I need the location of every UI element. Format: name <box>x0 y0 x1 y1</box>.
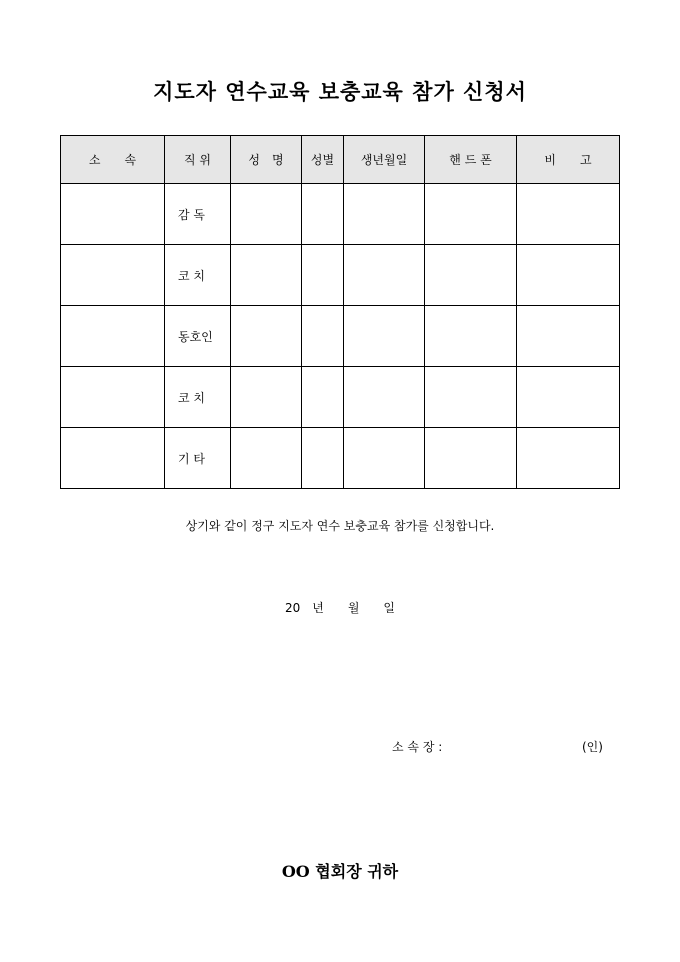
name-cell[interactable] <box>231 245 302 306</box>
affiliation-cell[interactable] <box>61 306 165 367</box>
phone-cell[interactable] <box>425 245 517 306</box>
header-affiliation: 소 속 <box>61 136 165 184</box>
remarks-cell[interactable] <box>517 428 620 489</box>
phone-cell[interactable] <box>425 306 517 367</box>
document-title: 지도자 연수교육 보충교육 참가 신청서 <box>153 79 527 104</box>
birthdate-cell[interactable] <box>344 306 425 367</box>
application-statement: 상기와 같이 정구 지도자 연수 보충교육 참가를 신청합니다. <box>185 519 495 533</box>
table-row <box>61 428 620 489</box>
header-remarks: 비 고 <box>517 136 620 184</box>
phone-cell[interactable] <box>425 428 517 489</box>
gender-cell[interactable] <box>302 306 344 367</box>
header-gender: 성별 <box>302 136 344 184</box>
header-position: 직 위 <box>165 136 231 184</box>
gender-cell[interactable] <box>302 245 344 306</box>
seal-mark: (인) <box>582 740 603 754</box>
name-cell[interactable] <box>231 428 302 489</box>
name-cell[interactable] <box>231 184 302 245</box>
position-cell: 감 독 <box>165 184 231 245</box>
position-cell: 코 치 <box>165 367 231 428</box>
gender-cell[interactable] <box>302 428 344 489</box>
affiliation-cell[interactable] <box>61 367 165 428</box>
remarks-cell[interactable] <box>517 367 620 428</box>
table-row <box>61 367 620 428</box>
phone-cell[interactable] <box>425 184 517 245</box>
table-row <box>61 184 620 245</box>
table-header-row <box>61 136 620 184</box>
affiliation-cell[interactable] <box>61 184 165 245</box>
gender-cell[interactable] <box>302 184 344 245</box>
phone-cell[interactable] <box>425 367 517 428</box>
position-cell: 동호인 <box>165 306 231 367</box>
header-birthdate: 생년월일 <box>344 136 425 184</box>
header-phone: 핸 드 폰 <box>425 136 517 184</box>
position-cell: 기 타 <box>165 428 231 489</box>
remarks-cell[interactable] <box>517 245 620 306</box>
name-cell[interactable] <box>231 367 302 428</box>
affiliation-cell[interactable] <box>61 245 165 306</box>
birthdate-cell[interactable] <box>344 184 425 245</box>
birthdate-cell[interactable] <box>344 428 425 489</box>
header-name: 성 명 <box>231 136 302 184</box>
birthdate-cell[interactable] <box>344 367 425 428</box>
application-date: 20 년 월 일 <box>284 601 396 615</box>
birthdate-cell[interactable] <box>344 245 425 306</box>
position-cell: 코 치 <box>165 245 231 306</box>
table-row <box>61 245 620 306</box>
remarks-cell[interactable] <box>517 306 620 367</box>
signature-label: 소 속 장 : <box>392 740 443 754</box>
gender-cell[interactable] <box>302 367 344 428</box>
name-cell[interactable] <box>231 306 302 367</box>
table-row <box>61 306 620 367</box>
addressee: OO 협회장 귀하 <box>281 862 399 881</box>
affiliation-cell[interactable] <box>61 428 165 489</box>
application-table <box>60 135 620 489</box>
remarks-cell[interactable] <box>517 184 620 245</box>
